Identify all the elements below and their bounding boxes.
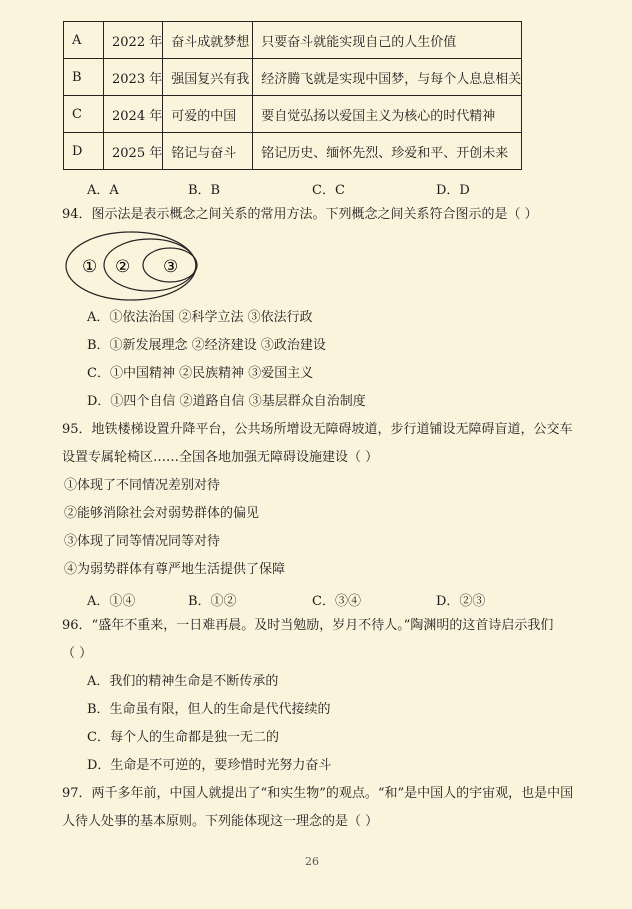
q95-statement-1: ①体现了不同情况差别对待 <box>64 478 221 493</box>
table-row <box>64 59 522 96</box>
diagram-label-2: ② <box>115 257 131 277</box>
q96-option-b: B．生命虽有限，但人的生命是代代接续的 <box>87 702 331 717</box>
q93-answer-d: D．D <box>436 183 470 198</box>
q93-answer-c: C．C <box>312 183 345 198</box>
diagram-label-3: ③ <box>163 257 179 277</box>
table-row <box>64 133 522 170</box>
q94-option-d: D．①四个自信 ②道路自信 ③基层群众自治制度 <box>87 394 366 409</box>
table-cell-year: 2023 年 <box>104 59 163 96</box>
q95-statement-3: ③体现了同等情况同等对待 <box>64 534 221 549</box>
table-cell-year: 2022 年 <box>104 22 163 59</box>
q95-statement-4: ④为弱势群体有尊严地生活提供了保障 <box>64 562 286 577</box>
table-cell-text: 要自觉弘扬以爱国主义为核心的时代精神 <box>253 96 522 133</box>
q96-option-a: A．我们的精神生命是不断传承的 <box>87 674 279 689</box>
q93-answer-b: B．B <box>188 183 221 198</box>
table-cell-letter: C <box>64 96 104 133</box>
q95-answer-a: A．①④ <box>87 594 136 609</box>
q97-stem-line1: 97．两千多年前，中国人就提出了“和实生物”的观点。“和”是中国人的宇宙观，也是中国 <box>62 786 574 801</box>
options-table <box>63 21 522 170</box>
q95-answer-b: B．①② <box>188 594 237 609</box>
q96-stem-line1: 96．“盛年不重来，一日难再晨。及时当勉励，岁月不待人。”陶渊明的这首诗启示我们 <box>62 618 554 633</box>
q94-option-b: B．①新发展理念 ②经济建设 ③政治建设 <box>87 338 326 353</box>
table-cell-letter: D <box>64 133 104 170</box>
q95-statement-2: ②能够消除社会对弱势群体的偏见 <box>64 506 260 521</box>
table-cell-year: 2024 年 <box>104 96 163 133</box>
q97-stem-line2: 人待人处事的基本原则。下列能体现这一理念的是（ ） <box>62 814 379 829</box>
table-cell-text: 只要奋斗就能实现自己的人生价值 <box>253 22 522 59</box>
q96-option-c: C．每个人的生命都是独一无二的 <box>87 730 279 745</box>
q94-option-c: C．①中国精神 ②民族精神 ③爱国主义 <box>87 366 314 381</box>
table-cell-text: 铭记历史、缅怀先烈、珍爱和平、开创未来 <box>253 133 522 170</box>
table-cell-theme: 可爱的中国 <box>163 96 253 133</box>
table-cell-letter: B <box>64 59 104 96</box>
table-cell-theme: 铭记与奋斗 <box>163 133 253 170</box>
table-cell-letter: A <box>64 22 104 59</box>
diagram-label-1: ① <box>82 257 98 277</box>
nested-circles-diagram <box>64 229 200 303</box>
q95-stem-line1: 95．地铁楼梯设置升降平台，公共场所增设无障碍坡道，步行道铺设无障碍盲道，公交车 <box>62 422 573 437</box>
q95-answer-c: C．③④ <box>312 594 361 609</box>
table-cell-text: 经济腾飞就是实现中国梦，与每个人息息相关 <box>253 59 522 96</box>
table-cell-year: 2025 年 <box>104 133 163 170</box>
q96-stem-line2: （ ） <box>62 646 93 661</box>
q95-answer-d: D．②③ <box>436 594 486 609</box>
table-cell-theme: 强国复兴有我 <box>163 59 253 96</box>
table-row <box>64 96 522 133</box>
q94-option-a: A．①依法治国 ②科学立法 ③依法行政 <box>87 310 313 325</box>
table-row <box>64 22 522 59</box>
q95-stem-line2: 设置专属轮椅区……全国各地加强无障碍设施建设（ ） <box>62 450 379 465</box>
q94-stem: 94．图示法是表示概念之间关系的常用方法。下列概念之间关系符合图示的是（ ） <box>62 207 538 222</box>
q96-option-d: D．生命是不可逆的，要珍惜时光努力奋斗 <box>87 758 332 773</box>
table-cell-theme: 奋斗成就梦想 <box>163 22 253 59</box>
page-number: 26 <box>305 855 319 868</box>
q93-answer-a: A．A <box>87 183 119 198</box>
